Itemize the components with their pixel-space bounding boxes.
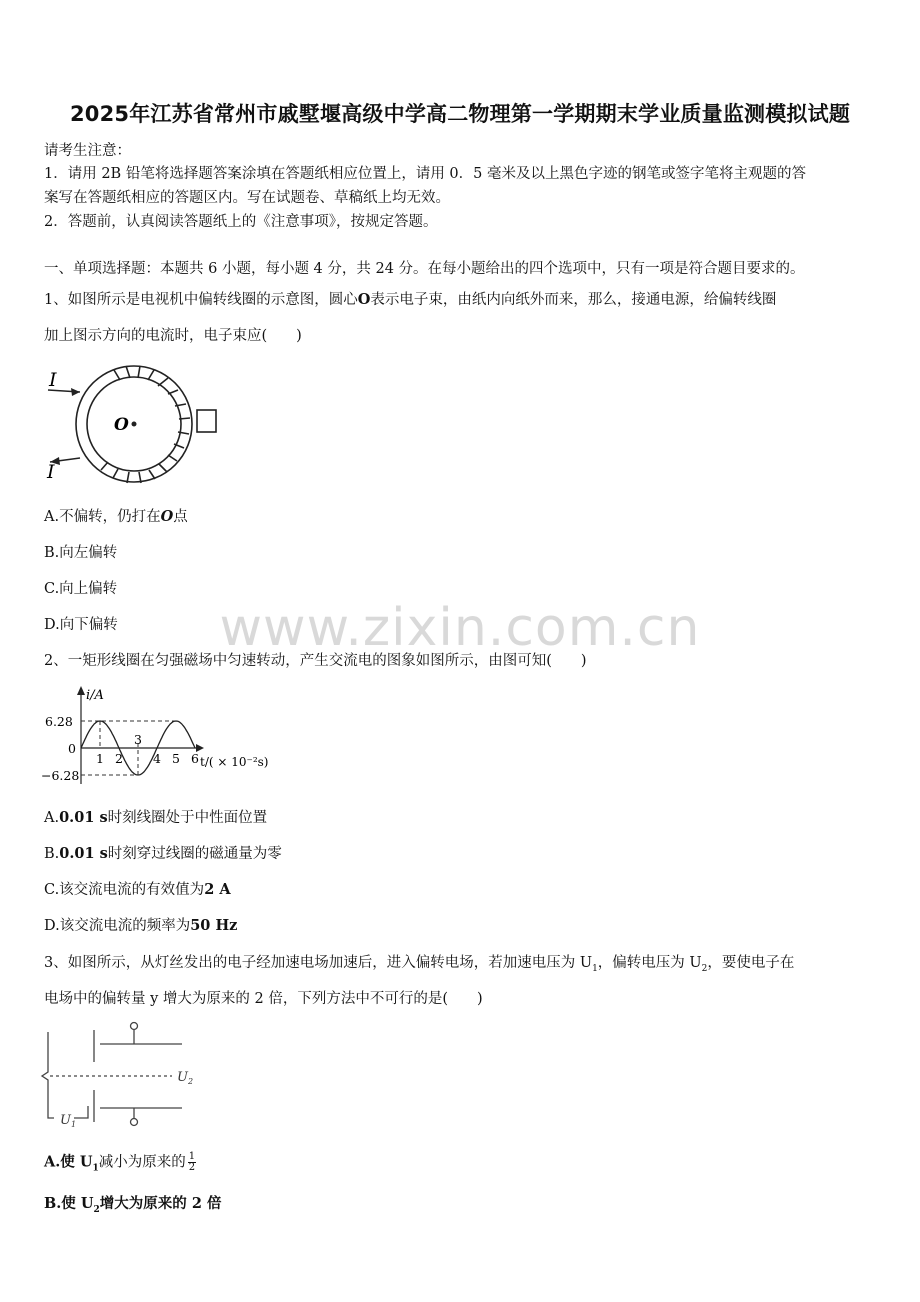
q2-option-a-value: 0.01 s (59, 809, 108, 826)
fraction-numerator: 1 (188, 1151, 196, 1162)
deflection-coil-figure (44, 362, 234, 502)
q2-option-b-value: 0.01 s (59, 845, 108, 862)
fraction-denominator: 2 (188, 1162, 196, 1173)
y-tick-zero: 0 (68, 741, 76, 756)
q1-option-a-pre: A.不偏转，仍打在 (44, 509, 161, 525)
q2-stem: 2、一矩形线圈在匀强磁场中匀速转动，产生交流电的图象如图所示，由图可知( ) (44, 653, 587, 669)
u1-lead (74, 1106, 88, 1118)
q3-option-b-pre: B.使 U (44, 1195, 94, 1212)
center-label: O (114, 415, 129, 435)
y-tick-positive: 6.28 (45, 714, 73, 729)
fraction-one-half (188, 1152, 196, 1173)
notice-line-1a: 1．请用 2B 铅笔将选择题答案涂填在答题纸相应位置上，请用 0．5 毫米及以上黑色字迹的钢笔或签字笔将主观题的答 (44, 166, 806, 182)
q3-option-b-sub: 2 (93, 1204, 100, 1215)
q3-stem-line-1 (44, 953, 794, 979)
notice-line-1b: 案写在答题纸相应的答题区内。写在试题卷、草稿纸上均无效。 (44, 190, 450, 206)
q2-option-b (44, 844, 282, 864)
q3-stem-part-a: 3、如图所示，从灯丝发出的电子经加速电场加速后，进入偏转电场，若加速电压为 U (44, 955, 593, 971)
x-tick-label: 4 (153, 751, 161, 766)
q1-stem-line-2: 加上图示方向的电流时，电子束应( ) (44, 328, 302, 344)
q1-stem-line-1 (44, 290, 776, 310)
upper-terminal (131, 1023, 138, 1030)
filament-bracket (42, 1032, 54, 1118)
lower-terminal (131, 1119, 138, 1126)
current-in-arrow (71, 388, 80, 396)
x-tick-label: 6 (191, 751, 199, 766)
q2-option-a (44, 808, 267, 828)
q3-option-a-pre: A.使 U (44, 1153, 93, 1171)
current-label-out: I (47, 461, 55, 483)
q3-stem-line-2: 电场中的偏转量 y 增大为原来的 2 倍，下列方法中不可行的是( ) (44, 991, 483, 1007)
deflection-field-figure (40, 1018, 210, 1130)
q2-option-a-post: 时刻线圈处于中性面位置 (107, 810, 268, 826)
q1-option-a-var: O (160, 508, 174, 525)
x-axis-label: t/( × 10⁻²s) (200, 755, 269, 769)
q3-option-a (44, 1152, 196, 1178)
q1-option-c: C.向上偏转 (44, 581, 118, 597)
y-tick-negative: −6.28 (41, 768, 80, 783)
q2-option-c-pre: C.该交流电流的有效值为 (44, 882, 205, 898)
alternating-current-chart (40, 684, 280, 788)
u2-label: $U_2$ (177, 1070, 194, 1086)
q1-option-a-post: 点 (173, 509, 188, 525)
q3-option-a-sub: 1 (92, 1163, 99, 1174)
notice-heading: 请考生注意： (44, 143, 131, 159)
q1-stem-part-c: 表示电子束，由纸内向纸外而来，那么，接通电源，给偏转线圈 (370, 292, 777, 308)
section-heading: 一、单项选择题：本题共 6 小题，每小题 4 分，共 24 分。在每小题给出的四个选项中，只有一项是符合题目要求的。 (44, 261, 805, 277)
center-dot (132, 422, 137, 427)
q1-stem-var-o: O (357, 291, 371, 308)
q2-option-a-pre: A. (44, 810, 60, 826)
q3-stem-sub-1: 1 (592, 963, 598, 974)
q3-stem-part-c: ，要使电子在 (707, 955, 795, 971)
q2-option-d-value: 50 Hz (190, 917, 238, 934)
q3-stem-part-b: ，偏转电压为 U (597, 955, 702, 971)
watermark: www.zixin.com.cn (219, 598, 701, 658)
q1-option-b: B.向左偏转 (44, 545, 118, 561)
current-label-in: I (49, 369, 57, 391)
q3-option-b-post: 增大为原来的 2 倍 (99, 1195, 222, 1212)
q3-option-a-post: 减小为原来的 (98, 1154, 186, 1171)
q3-option-b (44, 1194, 221, 1220)
q2-option-b-post: 时刻穿过线圈的磁通量为零 (107, 846, 282, 862)
q2-option-c-value: 2 A (204, 881, 231, 898)
q1-option-d: D.向下偏转 (44, 617, 118, 633)
q3-stem-sub-2: 2 (701, 963, 708, 974)
x-tick-label: 2 (115, 751, 123, 766)
q2-option-d-pre: D.该交流电流的频率为 (44, 918, 191, 934)
u1-label: $U_1$ (60, 1113, 77, 1129)
q2-option-d (44, 916, 237, 936)
x-tick-label: 5 (172, 751, 180, 766)
notice-line-2: 2．答题前，认真阅读答题纸上的《注意事项》，按规定答题。 (44, 214, 438, 230)
x-tick-label: 3 (134, 732, 142, 747)
page-title: 2025年江苏省常州市戚墅堰高级中学高二物理第一学期期末学业质量监测模拟试题 (69, 102, 851, 126)
q1-stem-part-a: 1、如图所示是电视机中偏转线圈的示意图，圆心 (44, 292, 358, 308)
x-tick-label: 1 (96, 751, 104, 766)
y-axis-arrow (77, 686, 85, 695)
y-axis-label: i/A (86, 688, 104, 703)
q1-option-a (44, 507, 188, 527)
q2-option-b-pre: B. (44, 846, 60, 862)
q2-option-c (44, 880, 231, 900)
